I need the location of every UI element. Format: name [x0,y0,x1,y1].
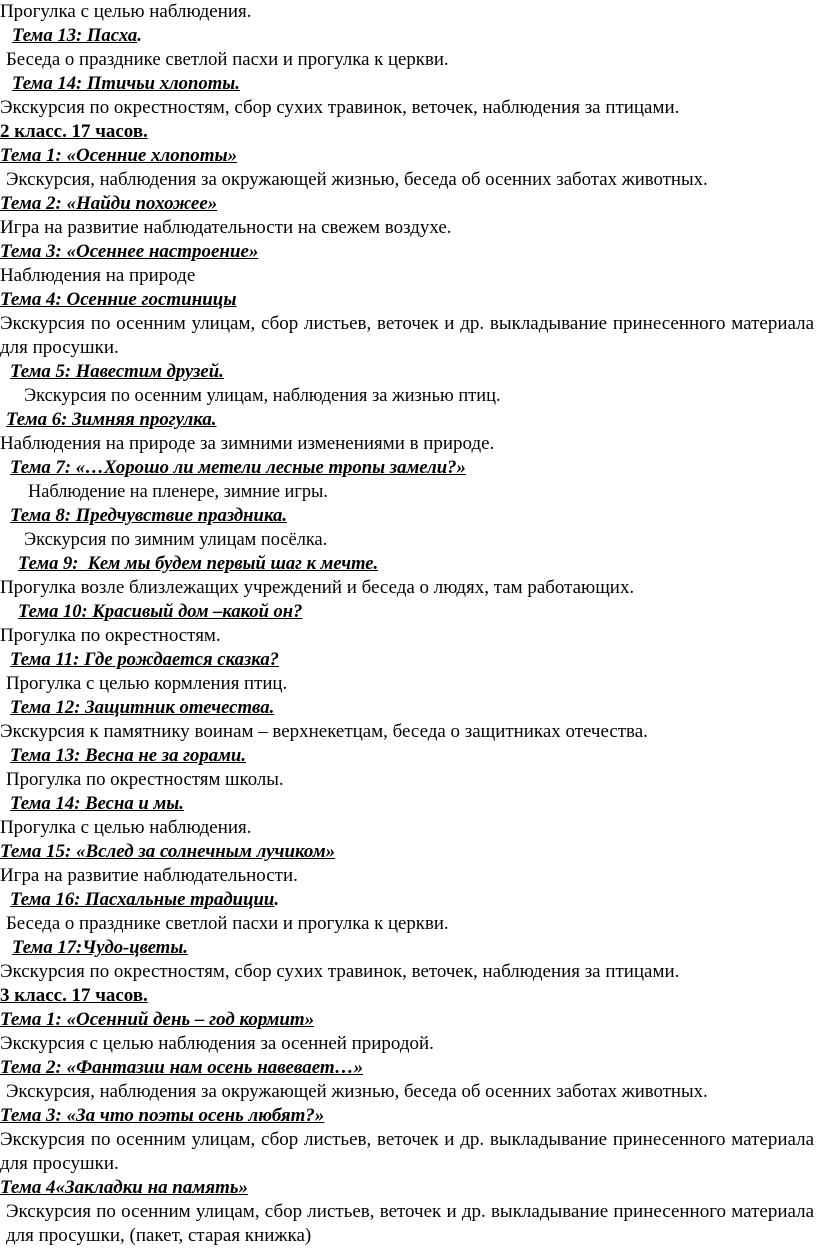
text-line: Прогулка с целью кормления птиц. [6,673,288,694]
topic-heading [18,600,814,624]
topic-heading [6,408,814,432]
text-line: Экскурсия по зимним улицам посёлка. [24,529,328,550]
paragraph: Экскурсия по осенним улицам, сбор листьев, веточек и др. выкладывание принесенного материала для просушки. [0,313,814,358]
topic-heading-text: Тема 14: Весна и мы. [10,793,184,814]
topic-heading-text: Тема 4: Осенние гостиницы [0,289,237,310]
topic-heading [18,552,814,576]
topic-heading-text: Тема 14: Птичьи хлопоты. [12,73,240,94]
text-line: Игра на развитие наблюдательности. [0,865,298,886]
topic-heading [10,504,814,528]
topic-heading [10,696,814,720]
topic-heading [0,840,814,864]
topic-heading [12,936,814,960]
topic-heading [0,144,814,168]
topic-heading-text: Тема 12: Защитник отечества. [10,697,275,718]
topic-heading [10,360,814,384]
class-heading: 2 класс. 17 часов. [0,121,148,142]
topic-heading-text: Тема 10: Красивый дом –какой он? [18,601,303,622]
topic-heading-text: Тема 13: Весна не за горами. [10,745,247,766]
topic-heading-text: Тема 15: «Вслед за солнечным лучиком» [0,841,336,862]
topic-heading [0,240,814,264]
topic-heading-text: Тема 2: «Фантазии нам осень навевает…» [0,1057,364,1078]
topic-heading-text: Тема 1: «Осенний день – год кормит» [0,1009,315,1030]
topic-heading-text: Тема 13: Пасха [12,25,138,46]
class-heading: 3 класс. 17 часов. [0,985,148,1006]
paragraph: Экскурсия по осенним улицам, сбор листьев, веточек и др. выкладывание принесенного материала для просушки, (пакет, старая книжка) [6,1201,814,1246]
text-line: Экскурсия по осенним улицам, наблюдения за жизнью птиц. [24,385,501,406]
text-line: Экскурсия, наблюдения за окружающей жизнью, беседа об осенних заботах животных. [6,169,708,190]
topic-heading [0,1176,814,1200]
topic-heading-text: Тема 11: Где рождается сказка? [10,649,280,670]
topic-heading-text: Тема 17:Чудо-цветы. [12,937,188,958]
topic-heading-text: Тема 6: Зимняя прогулка. [6,409,217,430]
topic-heading [0,192,814,216]
topic-heading [0,1008,814,1032]
text-line: Экскурсия, наблюдения за окружающей жизнью, беседа об осенних заботах животных. [6,1081,708,1102]
topic-heading [0,1056,814,1080]
text-line: Прогулка по окрестностям школы. [6,769,284,790]
text-line: Экскурсия с целью наблюдения за осенней природой. [0,1033,434,1054]
text-line: Прогулка по окрестностям. [0,625,221,646]
text-line: Беседа о празднике светлой пасхи и прогулка к церкви. [6,49,449,70]
topic-heading [0,1104,814,1128]
topic-heading [10,456,814,480]
paragraph: Экскурсия по осенним улицам, сбор листьев, веточек и др. выкладывание принесенного материала для просушки. [0,1129,814,1174]
text-line: Игра на развитие наблюдательности на свежем воздухе. [0,217,452,238]
topic-heading-suffix: . [274,889,280,910]
topic-heading [10,744,814,768]
text-line: Наблюдения на природе за зимними изменениями в природе. [0,433,495,454]
topic-heading [0,288,814,312]
topic-heading-text: Тема 1: «Осенние хлопоты» [0,145,238,166]
text-line: Прогулка с целью наблюдения. [0,1,252,22]
text-line: Беседа о празднике светлой пасхи и прогулка к церкви. [6,913,449,934]
text-line: Наблюдения на природе [0,265,196,286]
topic-heading [12,72,814,96]
topic-heading-suffix: . [137,25,142,46]
topic-heading [10,648,814,672]
topic-heading-text: Тема 9: Кем мы будем первый шаг к мечте. [18,553,379,574]
topic-heading [10,888,814,912]
topic-heading-text: Тема 4«Закладки на память» [0,1177,248,1198]
topic-heading-text: Тема 3: «Осеннее настроение» [0,241,259,262]
topic-heading-text: Тема 16: Пасхальные традиции [10,889,275,910]
topic-heading [12,24,814,48]
topic-heading-text: Тема 5: Навестим друзей. [10,361,224,382]
text-line: Экскурсия по окрестностям, сбор сухих травинок, веточек, наблюдения за птицами. [0,961,680,982]
topic-heading-text: Тема 2: «Найди похожее» [0,193,218,214]
text-line: Экскурсия к памятнику воинам – верхнекетцам, беседа о защитниках отечества. [0,721,648,742]
topic-heading [10,792,814,816]
topic-heading-text: Тема 3: «За что поэты осень любят?» [0,1105,325,1126]
topic-heading-text: Тема 8: Предчувствие праздника. [10,505,288,526]
text-line: Наблюдение на пленере, зимние игры. [28,481,328,502]
text-line: Прогулка с целью наблюдения. [0,817,252,838]
text-line: Прогулка возле близлежащих учреждений и беседа о людях, там работающих. [0,577,635,598]
topic-heading-text: Тема 7: «…Хорошо ли метели лесные тропы замели?» [10,457,466,478]
text-line: Экскурсия по окрестностям, сбор сухих травинок, веточек, наблюдения за птицами. [0,97,680,118]
